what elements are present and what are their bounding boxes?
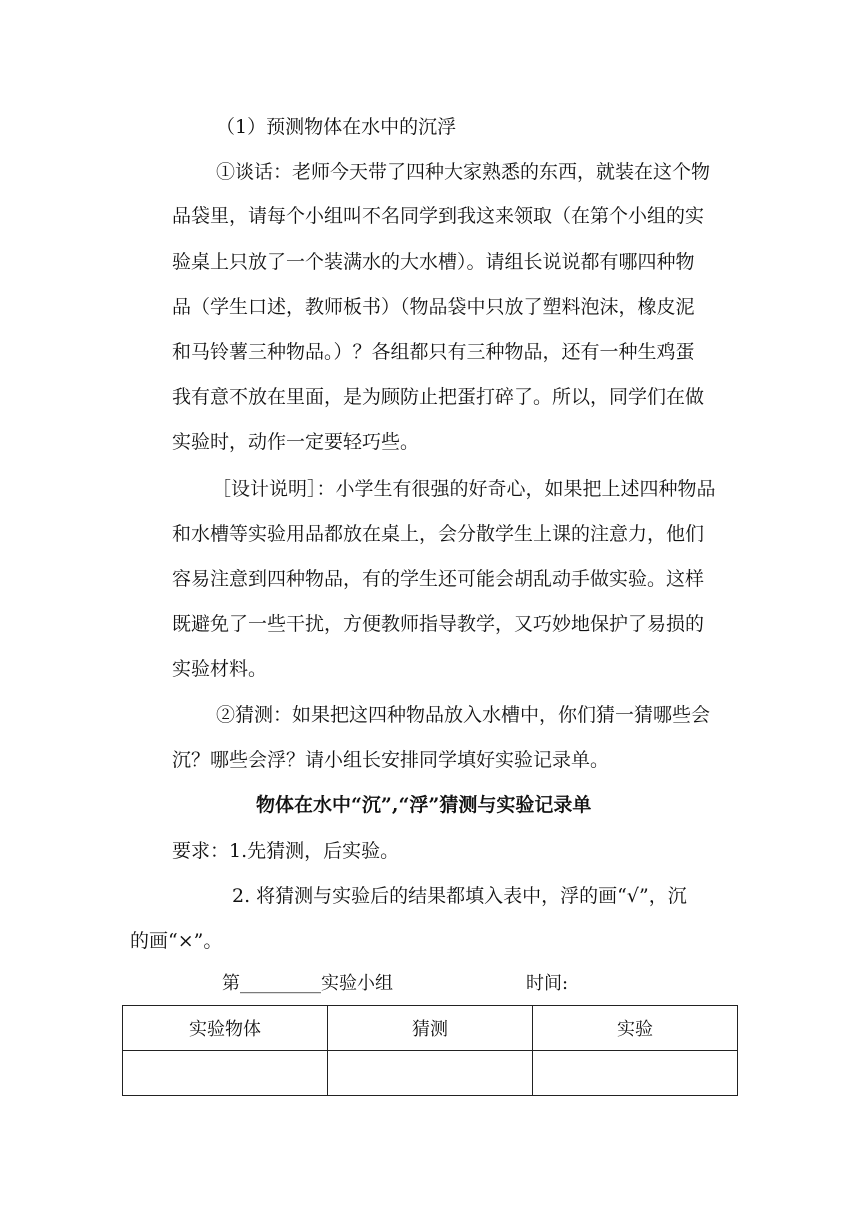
table-header-row <box>123 1006 738 1051</box>
group-label: 第_________实验小组 <box>222 973 393 994</box>
requirement-line: 要求：1.先猜测，后实验。 <box>172 840 400 862</box>
record-table <box>122 1005 738 1096</box>
paragraph-line: ①谈话：老师今天带了四种大家熟悉的东西，就装在这个物 <box>216 161 711 183</box>
time-label: 时间: <box>526 973 569 994</box>
cell-object[interactable] <box>123 1051 328 1096</box>
cell-experiment[interactable] <box>533 1051 738 1096</box>
paragraph-line: 验桌上只放了一个装满水的大水槽）。请组长说说都有哪四种物 <box>172 251 695 273</box>
paragraph-line: 既避免了一些干扰，方便教师指导教学，又巧妙地保护了易损的 <box>172 613 705 635</box>
requirement-line: 的画“×”。 <box>130 930 223 952</box>
paragraph-line: ②猜测：如果把这四种物品放入水槽中，你们猜一猜哪些会 <box>216 704 711 726</box>
paragraph-line: 实验时，动作一定要轻巧些。 <box>172 431 420 453</box>
header-object: 实验物体 <box>123 1006 328 1051</box>
paragraph-line: 和水槽等实验用品都放在桌上，会分散学生上课的注意力，他们 <box>172 523 705 545</box>
paragraph-line: 品袋里，请每个小组叫不名同学到我这来领取（在第个小组的实 <box>172 205 705 227</box>
paragraph-line: 品（学生口述，教师板书）（物品袋中只放了塑料泡沫，橡皮泥 <box>172 296 695 318</box>
requirement-line: 2. 将猜测与实验后的结果都填入表中，浮的画“√”，沉 <box>232 885 687 907</box>
paragraph-line: 实验材料。 <box>172 658 268 680</box>
header-guess: 猜测 <box>328 1006 533 1051</box>
section-heading: （1）预测物体在水中的沉浮 <box>216 116 457 138</box>
paragraph-line: 和马铃薯三种物品。）？各组都只有三种物品，还有一种生鸡蛋 <box>172 341 695 363</box>
record-sheet-title: 物体在水中“沉”,“浮”猜测与实验记录单 <box>256 794 592 816</box>
table-row <box>123 1051 738 1096</box>
paragraph-line: 沉？哪些会浮？请小组长安排同学填好实验记录单。 <box>172 749 610 771</box>
cell-guess[interactable] <box>328 1051 533 1096</box>
paragraph-line: ［设计说明］：小学生有很强的好奇心，如果把上述四种物品 <box>212 478 716 500</box>
paragraph-line: 我有意不放在里面，是为顾防止把蛋打碎了。所以，同学们在做 <box>172 386 705 408</box>
header-experiment: 实验 <box>533 1006 738 1051</box>
paragraph-line: 容易注意到四种物品，有的学生还可能会胡乱动手做实验。这样 <box>172 568 705 590</box>
